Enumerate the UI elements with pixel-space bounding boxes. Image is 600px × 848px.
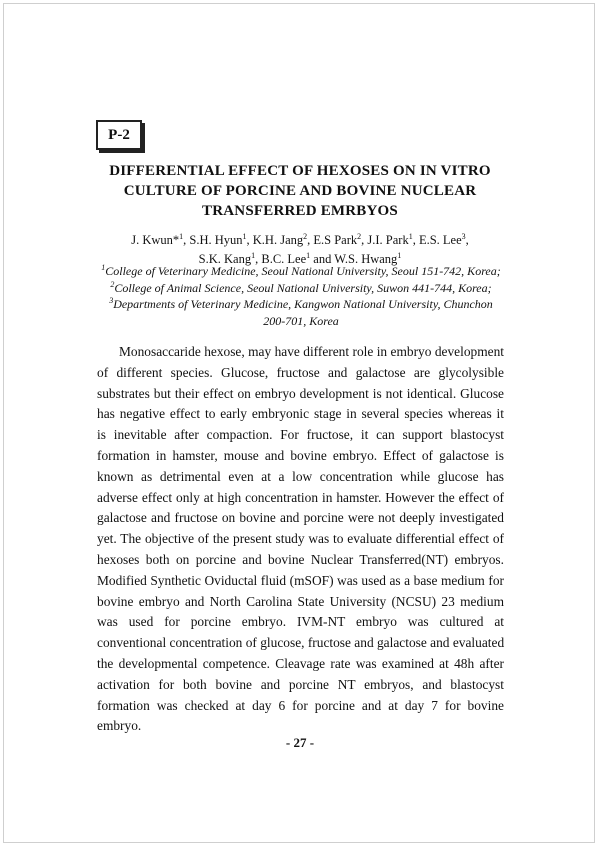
abstract-line: activation for both bovine and porcine NT embryos, and blastocyst: [97, 676, 504, 692]
abstract-line: yet. The objective of the present study was to evaluate differential effect of: [97, 531, 504, 547]
abstract-line: hexoses both on porcine and bovine Nuclear Transferred(NT) embryos.: [97, 551, 504, 567]
abstract-line: Monosaccaride hexose, may have different role in embryo development: [119, 344, 504, 359]
abstract-line: the developmental competence. Cleavage rate was examined at 48h after: [97, 655, 504, 671]
abstract-line: embryo.: [97, 718, 142, 734]
abstract-line: conventional concentration of glucose, fructose and galactose and evaluated: [97, 635, 505, 651]
title-line-3: TRANSFERRED EMRBYOS: [202, 203, 398, 219]
title-line-2: CULTURE OF PORCINE AND BOVINE NUCLEAR: [123, 183, 477, 199]
abstract-line: is inevitable after compaction. For fructose, it can support blastocyst: [97, 427, 504, 443]
affiliation-line-2: $^2$College of Animal Science, Seoul National University, Suwon 441-744, Korea;: [110, 279, 492, 295]
abstract-line: adverse effect only at high concentration in hamster. However the effect of: [97, 489, 504, 505]
paper-code-box: [96, 120, 142, 150]
page-number: - 27 -: [285, 735, 315, 750]
abstract-line: has negative effect to early embryonic stage in several species whereas it: [97, 406, 504, 422]
affiliation-line-4: 200-701, Korea: [263, 313, 339, 328]
abstract-body: [97, 342, 504, 737]
affiliation-line-3: $^3$Departments of Veterinary Medicine, Kangwon National University, Chunchon: [109, 296, 493, 311]
paper-title: [70, 161, 530, 221]
abstract-line: bovine embryo and North Carolina State University (NCSU) 23 medium: [97, 593, 504, 609]
authors-line-2: S.K. Kang$^1$, B.C. Lee$^1$ and W.S. Hwang$^1$: [198, 250, 402, 266]
affiliation-line-1: $^1$College of Veterinary Medicine, Seoul National University, Seoul 151-742, Korea;: [101, 263, 501, 278]
abstract-line: was used for porcine embryo. IVM-NT embryo was cultured at: [97, 614, 504, 630]
affiliation-list: [86, 263, 516, 329]
abstract-line: of different species. Glucose, fructose and galactose are glycolysible: [97, 364, 504, 380]
abstract-line: formation in hamster, mouse and bovine embryo. Effect of galactose is: [97, 447, 504, 463]
abstract-line: substrates but their effect on embryo development is not identical. Glucose: [97, 385, 504, 401]
title-line-1: DIFFERENTIAL EFFECT OF HEXOSES ON IN VITRO: [109, 163, 491, 179]
abstract-line: formation was checked at day 6 for porcine and at day 7 for bovine: [97, 697, 504, 713]
paper-code: P-2: [108, 126, 130, 143]
abstract-line: galactose and fructose on bovine and porcine were not deeply investigated: [97, 510, 504, 526]
abstract-line: Modified Synthetic Oviductal fluid (mSOF) was used as a base medium for: [97, 572, 504, 588]
abstract-line: known as detrimental even at a low concentration while glucose has: [97, 468, 504, 484]
authors-line-1: J. Kwun*$^1$, S.H. Hyun$^1$, K.H. Jang$^2$, E.S Park$^2$, J.I. Park$^1$, E.S. Lee$^3$,: [131, 231, 469, 247]
